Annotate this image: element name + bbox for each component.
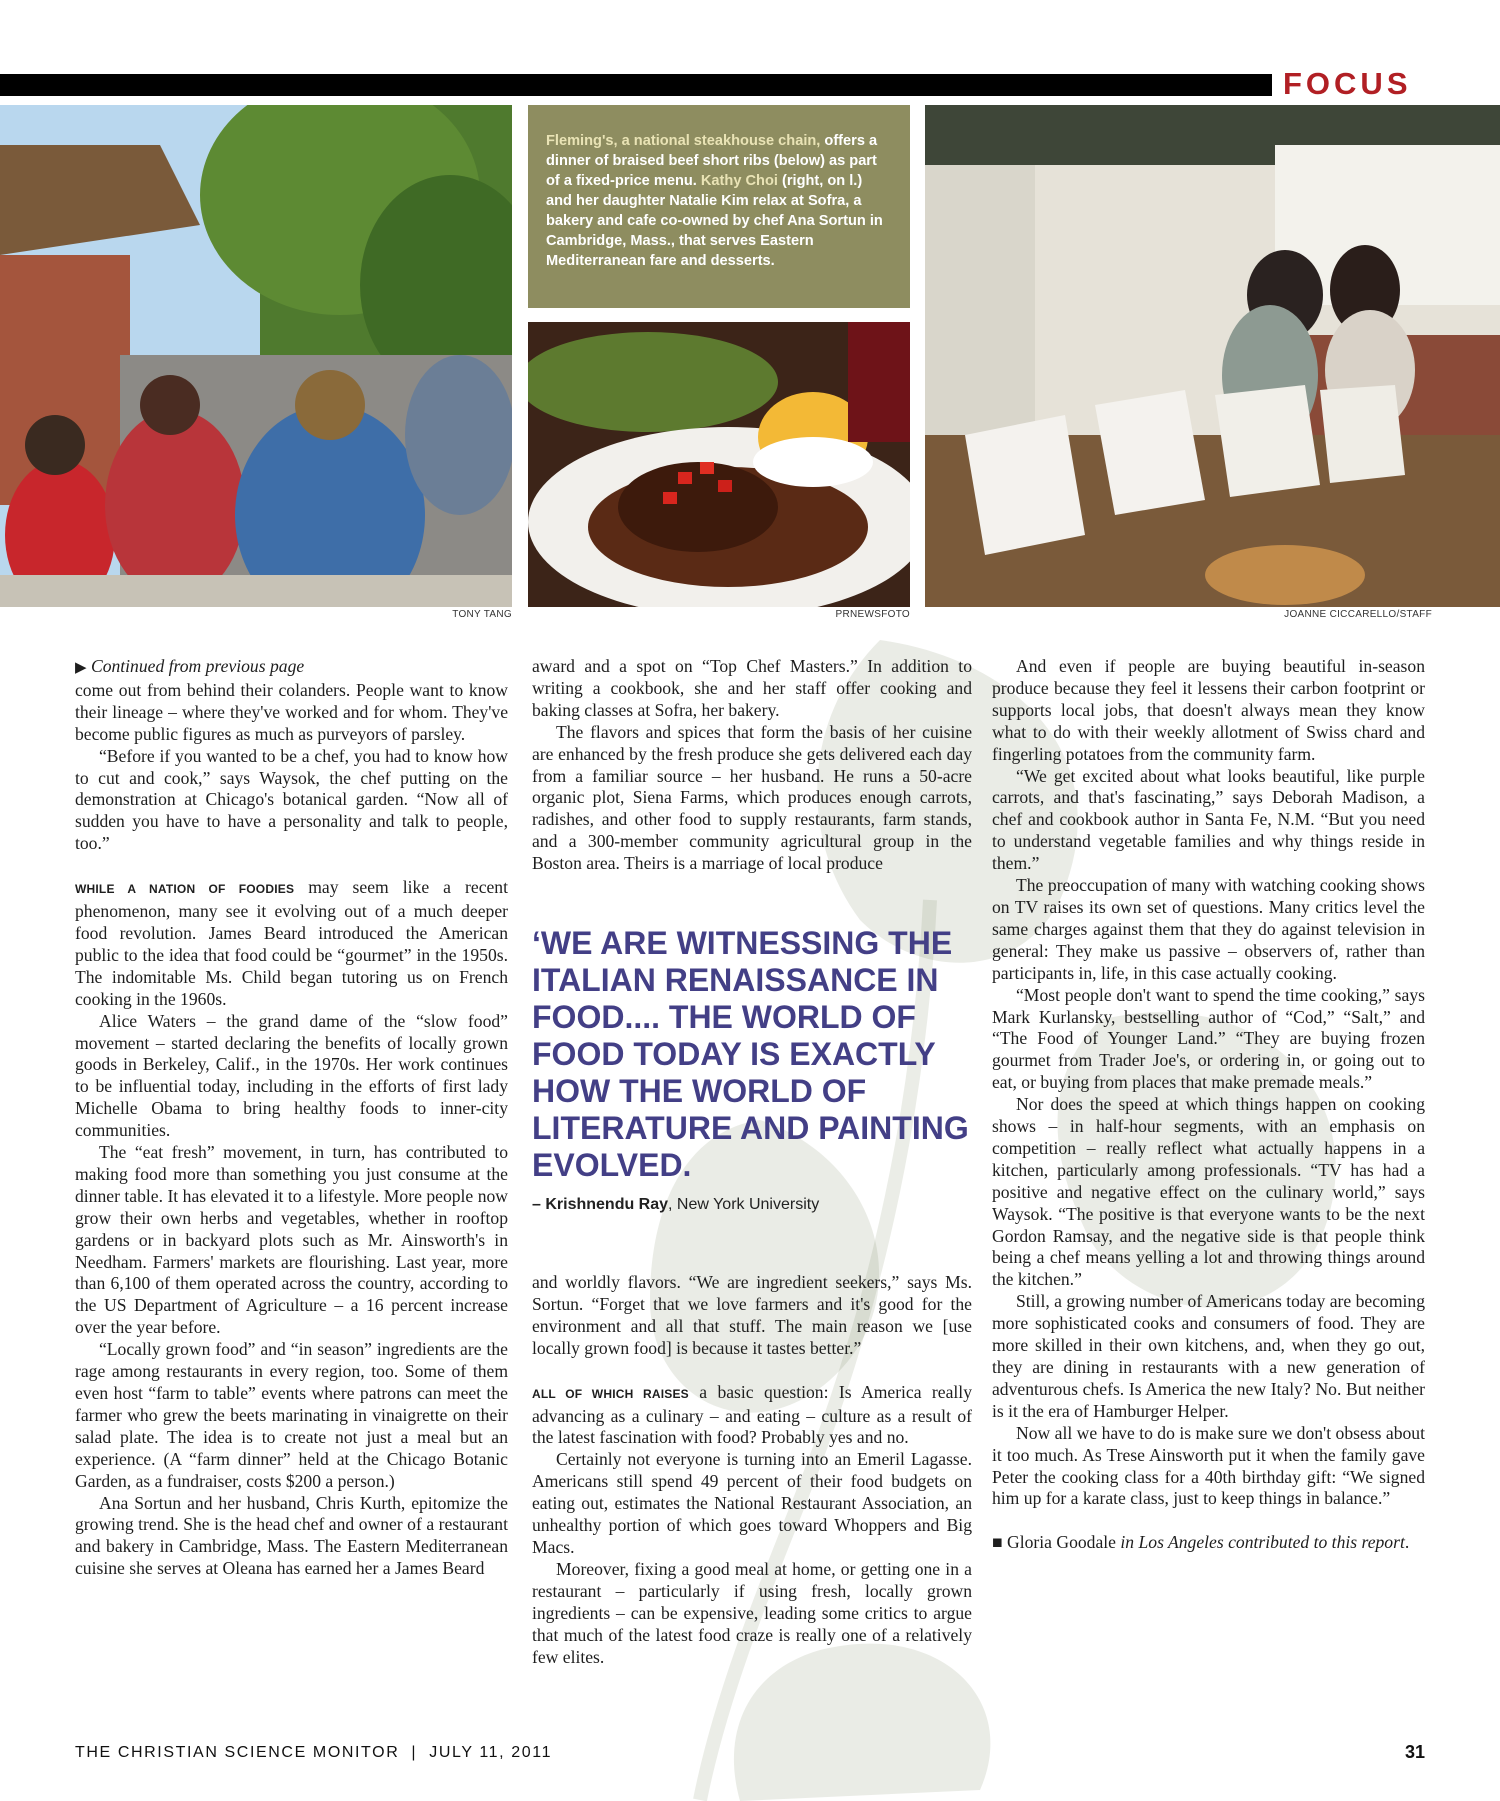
article-column-2-bottom xyxy=(532,1272,972,1668)
section-label: FOCUS xyxy=(1283,66,1412,101)
article-column-2-top xyxy=(532,656,972,875)
paragraph: Nor does the speed at which things happen on cooking shows – in half-hour segments, with an emphasis on competition – really reflect what actually happens in a kitchen, particularly among professionals. “TV has had a positive and negative effect on the culinary world,” says Waysok. “The positive is that everyone wants to be the next Gordon Ramsay, and the negative side is that people think being a chef means yelling a lot and throwing things around the kitchen.” xyxy=(992,1094,1425,1290)
photo-caption xyxy=(528,105,910,308)
paragraph: “Most people don't want to spend the time cooking,” says Mark Kurlansky, bestselling author of “Cod,” “Salt,” and “The Food of Younger Land.” “They are buying frozen gourmet from Trader Joe's, or ordering in, or going out to eat, or buying from places that make premade meals.” xyxy=(992,984,1425,1093)
caption-highlight: Fleming's, a national steakhouse chain, xyxy=(546,133,821,149)
paragraph: Moreover, fixing a good meal at home, or getting one in a restaurant – particularly if using fresh, locally grown ingredients – can be expensive, leading some critics to argue that much of the latest food craze is really one of a relatively few elites. xyxy=(532,1558,972,1667)
paragraph: “Locally grown food” and “in season” ingredients are the rage among restaurants in every region, too. Some of them even host “farm to table” events where patrons can meet the farmer who grew the beets marinating in vinaigrette on their salad plate. The idea is to create not just a meal but an experience. (A “farm dinner” held at the Chicago Botanic Garden, as a fundraiser, costs $200 a person.) xyxy=(75,1339,508,1491)
paragraph: Certainly not everyone is turning into an Emeril Lagasse. Americans still spend 49 percent of their food budgets on eating out, estimates the National Restaurant Association, an unhealthy portion of which goes toward Whoppers and Big Macs. xyxy=(532,1449,972,1557)
paragraph: award and a spot on “Top Chef Masters.” In addition to writing a cookbook, she and her staff offer cooking and baking classes at Sofra, her bakery. xyxy=(532,656,972,720)
paragraph: And even if people are buying beautiful in-season produce because they feel it lessens their carbon footprint or supports local jobs, that doesn't always mean they know what to do with their weekly allotment of Swiss chard and fingerling potatoes from the community farm. xyxy=(992,656,1425,764)
paragraph: come out from behind their colanders. People want to know their lineage – where they've worked and for whom. They've become public figures as much as purveyors of parsley. xyxy=(75,679,508,744)
pull-quote-attribution: – Krishnendu Ray, New York University xyxy=(532,1196,820,1213)
square-bullet-icon: ■ xyxy=(992,1532,1003,1553)
paragraph: WHILE A NATION OF FOODIES may seem like a recent phenomenon, many see it evolving out of a much deeper food revolution. James Beard introduced the American public to the idea that food could be “gourmet” in the 1950s. The indomitable Ms. Child began tutoring us on French cooking in the 1960s. xyxy=(75,877,508,1009)
paragraph: “Before if you wanted to be a chef, you had to know how to cut and cook,” says Waysok, the chef putting on the demonstration at Chicago's botanical garden. “Now all of sudden you have to have a personality and talk to people, too.” xyxy=(75,745,508,854)
botanic-garden-photo xyxy=(0,105,512,607)
paragraph: and worldly flavors. “We are ingredient seekers,” says Ms. Sortun. “Forget that we love farmers and it's good for the environment and all that stuff. The main reason we [use locally grown food] is because it tastes better.” xyxy=(532,1272,972,1358)
paragraph: “We get excited about what looks beautiful, like purple carrots, and that's fascinating,” says Deborah Madison, a chef and cookbook author in Santa Fe, N.M. “But you need to understand vegetable families and why things reside in them.” xyxy=(992,765,1425,874)
continued-arrow-icon: ▶ xyxy=(75,660,87,676)
article-column-1 xyxy=(75,656,508,1580)
paragraph: ALL OF WHICH RAISES a basic question: Is America really advancing as a culinary – and eating – culture as a result of the latest fascination with food? Probably yes and no. xyxy=(532,1381,972,1448)
top-rule xyxy=(0,74,1272,96)
pull-quote: ‘WE ARE WITNESSING THE ITALIAN RENAISSANCE IN FOOD.... THE WORLD OF FOOD TODAY IS EXACTLY HOW THE WORLD OF LITERATURE AND PAINTING EVOLVED. xyxy=(532,925,969,1183)
paragraph: Now all we have to do is make sure we don't obsess about it too much. As Trese Ainsworth put it when the family gave Peter the cooking class for a 40th birthday gift: “We signed him up for a karate class, just to keep things in balance.” xyxy=(992,1422,1425,1509)
caption-highlight-name: Kathy Choi xyxy=(700,173,778,189)
contributor-note: ■ Gloria Goodale in Los Angeles contributed to this report. xyxy=(992,1532,1410,1553)
caption-text-rest: (right, on l.) and her daughter Natalie Kim relax at Sofra, a bakery and cafe co-owned by chef Ana Sortun in Cambridge, Mass., that serves Eastern Mediterranean fare and desserts. xyxy=(546,173,883,269)
paragraph: The flavors and spices that form the basis of her cuisine are enhanced by the fresh produce she gets delivered each day from a familiar source – her husband. He runs a 50-acre organic plot, Siena Farms, which produces enough carrots, radishes, and other food to supply restaurants, farm stands, and a 300-member community agricultural group in the Boston area. Theirs is a marriage of local produce xyxy=(532,721,972,874)
short-ribs-photo xyxy=(528,322,910,607)
paragraph: Ana Sortun and her husband, Chris Kurth, epitomize the growing trend. She is the head chef and owner of a restaurant and bakery in Cambridge, Mass. The Eastern Mediterranean cuisine she serves at Oleana has earned her a James Beard xyxy=(75,1492,508,1579)
lead-in: WHILE A NATION OF FOODIES xyxy=(75,882,295,897)
paragraph: Alice Waters – the grand dame of the “slow food” movement – started declaring the benefits of locally grown goods in Berkeley, Calif., in the 1970s. Her work continues to be influential today, including in the efforts of first lady Michelle Obama to bring healthy foods to inner-city communities. xyxy=(75,1010,508,1141)
photo-credit-middle: PRNEWSFOTO xyxy=(835,609,910,620)
photo-credit-left: TONY TANG xyxy=(452,609,512,620)
paragraph: Still, a growing number of Americans today are becoming more sophisticated cooks and consumers of food. They are more skilled in their own kitchens, and, when they go out, they are dining in restaurants with a new generation of adventurous chefs. Is America the new Italy? No. But neither is it the era of Hamburger Helper. xyxy=(992,1291,1425,1421)
lead-in: ALL OF WHICH RAISES xyxy=(532,1386,689,1401)
footer-publication: THE CHRISTIAN SCIENCE MONITOR | JULY 11, 2011 xyxy=(75,1744,553,1761)
caption-text: offers a dinner of braised beef short ribs (below) as part of a fixed-price menu. xyxy=(546,133,878,189)
page-number: 31 xyxy=(1405,1742,1426,1762)
article-column-3 xyxy=(992,656,1425,1554)
paragraph: The “eat fresh” movement, in turn, has contributed to making food more than something you just consume at the dinner table. It has elevated it to a lifestyle. More people now grow their own herbs and vegetables, whether in rooftop gardens or in backyard plots such as Mr. Ainsworth's in Needham. Farmers' markets are flourishing. Last year, more than 6,100 of them operated across the country, according to the US Department of Agriculture – a 16 percent increase over the year before. xyxy=(75,1142,508,1338)
continued-note: ▶ Continued from previous page xyxy=(75,656,305,676)
sofra-cafe-photo xyxy=(925,105,1500,607)
paragraph: The preoccupation of many with watching cooking shows on TV raises its own set of questions. Many critics level the same charges against them that they do against television in general: They make us passive – observers of, rather than participants in, life, in this case actually cooking. xyxy=(992,875,1425,983)
photo-credit-right: JOANNE CICCARELLO/STAFF xyxy=(1284,609,1432,620)
